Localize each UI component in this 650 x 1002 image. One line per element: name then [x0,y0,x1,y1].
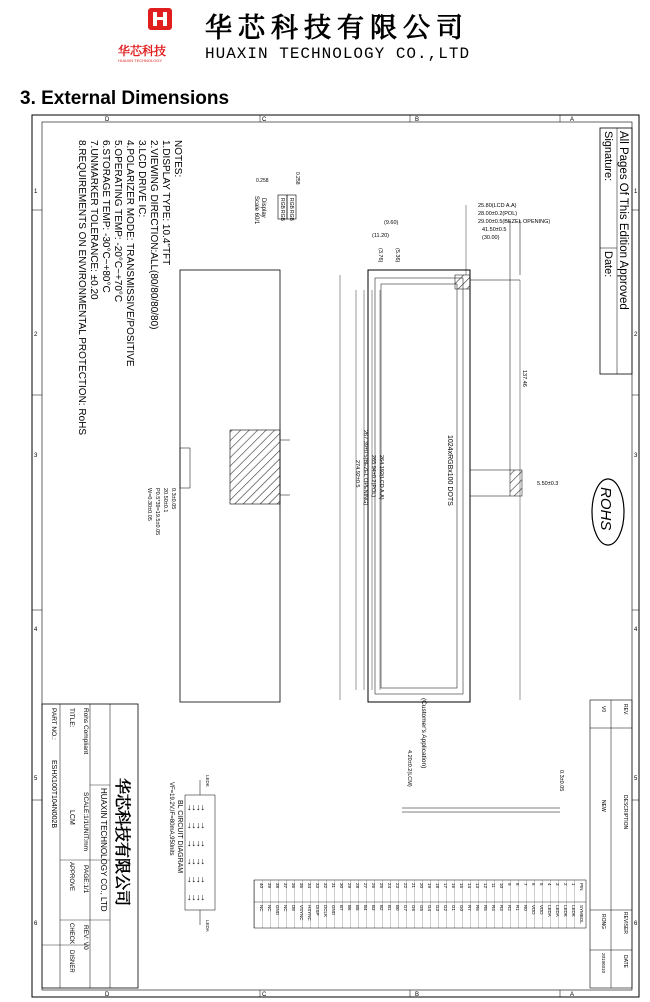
pin-number: 37 [283,883,288,889]
note-3: 3.LCD DRIVE IC: [136,140,147,218]
zone-top-c: C [262,117,267,123]
pin-symbol: DISP [315,905,320,916]
pin-symbol: VDD [531,905,536,915]
zone-bottom-d: D [105,992,110,998]
pin-symbol: R4 [491,905,496,911]
pin-number: 25 [379,883,384,889]
dim-top-3: 41.50±0.5 [482,227,507,233]
dim-top-1: 28.00±0.2(POL) [478,211,518,217]
customer-application [402,698,564,812]
pin-number: 36 [291,883,296,889]
lcm-dim: 4.20±0.2(LCM) [406,750,412,787]
pin-number: 5 [539,883,544,886]
pin-number: 33 [315,883,320,889]
zone-col-2-right: 2 [634,332,638,338]
pixel-dim-2: 0.258 [294,172,300,185]
pixel-detail [253,172,300,225]
dim-top-7: (5.36) [394,248,400,263]
pin-number: 30 [339,883,344,889]
zone-col-5-right: 5 [634,776,638,782]
pin-number: 2 [563,883,568,886]
note-6: 6.STORAGE TEMP: -30°C~+80°C [100,140,111,293]
pin-symbol: SYMBOL [579,905,584,924]
rev-date-val: 20190310 [601,953,606,974]
top-dimension-labels [372,203,550,263]
pin-symbol: R5 [483,905,488,911]
pin-number: 1 [571,883,576,886]
zone-col-4: 4 [34,627,38,633]
zone-col-4-right: 4 [634,627,638,633]
dim-tab: 5.50±0.3 [537,481,559,487]
zone-col-6-right: 6 [634,921,638,927]
pin-symbol: B7 [339,905,344,911]
section-title: 3. External Dimensions [20,88,230,109]
pin-symbol: G7 [403,905,408,912]
pin-symbol: HSYNC [307,905,312,921]
pin-symbol: NC [259,905,264,912]
pixel-rgb-3: RGB [279,210,285,221]
backlight-circuit [168,775,215,932]
pin-table [254,880,586,928]
pin-number: 26 [371,883,376,889]
pin-symbol: B4 [363,905,368,911]
pixel-dim-1: 0.258 [256,178,269,184]
fpc-dim-0: 0.3±0.05 [170,488,176,510]
note-2: 2.VIEWING DIRECTION:ALL(80/80/80/80) [148,140,159,330]
zone-top-b: B [415,117,420,123]
customer-label: (Customer's Application) [420,698,427,769]
dim-right: 137.46 [521,370,527,387]
pin-number: 4 [547,883,552,886]
pin-symbol: B6 [347,905,352,911]
pin-symbol: VDD [539,905,544,915]
svg-text:↓↓↓↓: ↓↓↓↓ [187,856,205,866]
pin-symbol: R0 [523,905,528,911]
pin-symbol: R2 [507,905,512,911]
pin-number: 38 [275,883,280,889]
pin-number: 10 [499,883,504,889]
note-0: NOTES: [172,140,183,178]
pin-symbol: G0 [459,905,464,912]
zone-bottom-c: C [262,992,267,998]
zone-col-3: 3 [34,453,38,459]
pin-symbol: GND [275,905,280,915]
tb-scale: SCALE:1/1 [82,792,89,825]
pin-number: 31 [331,883,336,889]
tb-lcm: LCM [68,810,75,825]
bl-leda: LEDA [205,920,210,932]
note-7: 7.UNMARKER TOLERANCE: ±0.20 [88,140,99,300]
pixel-rgb-4: RGB [288,210,294,221]
pin-number: 32 [323,883,328,889]
svg-text:↓↓↓↓: ↓↓↓↓ [187,892,205,902]
pin-symbol: G1 [451,905,456,912]
pin-number: 40 [259,883,264,889]
title-block [42,704,138,988]
pin-number: 22 [403,883,408,889]
pin-number: 20 [419,883,424,889]
signature-label: Signature: [602,131,614,182]
pin-number: 27 [363,883,368,889]
tb-page: PAGE:1/1 [82,865,89,894]
pin-number: 14 [467,883,472,889]
pin-number: 19 [427,883,432,889]
pin-number: 35 [299,883,304,889]
pin-number: 21 [411,883,416,889]
pin-symbol: G4 [427,905,432,912]
fpc-dim-3: W=0.30±0.05 [146,488,152,521]
zone-top-a: A [570,117,575,123]
pin-symbol: LEDA [547,905,552,917]
pin-number: 17 [443,883,448,889]
pin-number: 11 [491,883,496,888]
pin-symbol: G3 [435,905,440,912]
pin-number: 18 [435,883,440,889]
pin-number: 8 [515,883,520,886]
dim-main-3: 274.92±0.5 [354,460,360,488]
panel-side-view [180,270,290,702]
led-matrix-icon [187,802,205,902]
pin-number: 34 [307,883,312,889]
pin-symbol: R3 [499,905,504,911]
svg-text:↓↓↓↓: ↓↓↓↓ [187,802,205,812]
pin-number: 9 [507,883,512,886]
pin-number: 3 [555,883,560,886]
note-4: 4.POLARIZER MODE: TRANSMISSIVE/POSITIVE [124,140,135,367]
pin-symbol: NC [267,905,272,912]
pin-number: 6 [531,883,536,886]
zone-bottom-b: B [415,992,420,998]
rohs-mark [592,479,624,545]
svg-text:↓↓↓↓: ↓↓↓↓ [187,838,205,848]
tb-part-label: PART NO.: [50,708,57,740]
dim-main-0: 264.192(LCD A.A) [378,455,384,500]
pin-symbol: R1 [515,905,520,911]
pin-number: 13 [475,883,480,889]
date-header: DATE [622,955,628,968]
dim-top-5: (9.60) [384,220,399,226]
fpc-dim-1: 20.50±0.1 [162,488,168,513]
tb-designer: DISNER [68,950,74,973]
zone-col-3-right: 3 [634,453,638,459]
pin-symbol: B1 [387,905,392,911]
rev-v0: V0 [600,706,606,713]
pin-number: 23 [395,883,400,889]
pin-rows [255,880,585,928]
pixel-scale: Scale 60/1 [253,196,259,225]
svg-text:↓↓↓↓: ↓↓↓↓ [187,874,205,884]
pin-number: PIN [579,883,584,891]
zone-col-6: 6 [34,921,38,927]
note-1: 1.DISPLAY TYPE: 10.4"TFT [160,140,171,266]
small-logo-subtext: HUAXIN TECHNOLOGY [118,58,163,63]
dots-label: 1024xRGBx100 DOTS [446,435,453,506]
fpc-dim-2: P0.5*39=19.5±0.05 [154,488,160,536]
tb-part-no: ESHX100T104N002B [50,760,57,829]
tb-rev: REV: V0 [82,925,89,950]
small-dim: 0.3±0.05 [558,770,564,792]
pin-symbol: B2 [379,905,384,911]
dim-top-4: (30.00) [482,235,500,241]
desc-header: DESCRIPTION [622,795,628,830]
dim-top-2: 29.00±0.5(BEZEL OPENING) [478,219,551,225]
zone-col-1: 1 [34,189,38,195]
rev-header: REV. [622,704,628,716]
bl-ledk: LEDK [205,775,210,787]
pin-number: 16 [451,883,456,889]
approval-text: All Pages Of This Edition Approved [617,131,629,310]
pixel-rgb-2: RGB [288,198,294,209]
fpc-dimension-labels [146,488,176,535]
pin-symbol: B0 [395,905,400,911]
pin-number: 29 [347,883,352,889]
pixel-rgb-1: RGB [279,198,285,209]
pin-number: 12 [483,883,488,889]
reviser-header: REVISER [622,912,628,934]
tb-rohs: Rohs Compliant [82,708,89,755]
pin-symbol: LEDK [571,905,576,917]
tb-title: TITLE: [68,708,75,728]
zone-top-d: D [105,117,110,123]
pin-symbol: DE [291,905,296,912]
pin-symbol: NC [283,905,288,912]
svg-text:↓↓↓↓: ↓↓↓↓ [187,820,205,830]
rohs-text: ROHS [597,487,614,531]
approval-box [600,128,632,374]
tb-approve: APPROVE [68,862,74,892]
rev-rong: RONG [600,914,606,929]
pin-number: 28 [355,883,360,889]
tb-company-en: HUAXIN TECHNOLOGY CO., LTD [99,788,108,912]
zone-bottom-a: A [570,992,575,998]
zone-col-2: 2 [34,332,38,338]
company-name-en: HUAXIN TECHNOLOGY CO.,LTD [205,45,471,63]
small-logo-text: 华芯科技 [118,44,167,58]
pin-symbol: B3 [371,905,376,911]
dim-top-0: 25.80(LCD A.A) [478,203,517,209]
pin-symbol: G2 [443,905,448,912]
pin-symbol: G5 [419,905,424,912]
pin-symbol: VSYNC [299,905,304,921]
dim-main-2: 267.39±0.5(BEZEL OPENING) [362,430,368,506]
tb-check: CHECK [68,923,74,945]
pin-symbol: DCLK [323,905,328,918]
pin-symbol: R7 [467,905,472,911]
pin-symbol: G6 [411,905,416,912]
note-5: 5.OPERATING TEMP: -20°C~+70°C [112,140,123,303]
bl-title: BL CIRCUIT DIAGRAM [176,800,183,874]
zone-col-5: 5 [34,776,38,782]
tb-unit: UNIT:mm [82,824,89,852]
notes-block [76,140,183,435]
pin-symbol: GND [331,905,336,915]
pin-symbol: B5 [355,905,360,911]
rev-new: NEW [600,800,606,812]
pin-number: 24 [387,883,392,889]
dim-top-8: (3.76) [377,248,383,263]
bl-spec: VF=19.2V,IF=80mA,950nits [168,782,174,856]
pin-symbol: LEDK [563,905,568,917]
pin-symbol: R6 [475,905,480,911]
pin-number: 15 [459,883,464,889]
pin-symbol: LEDA [555,905,560,917]
tb-company-cn: 华芯科技有限公司 [113,778,130,907]
pin-number: 7 [523,883,528,886]
main-dimension-labels [354,370,558,506]
pixel-title: Display [260,198,266,218]
zone-col-1-right: 1 [634,189,638,195]
pin-number: 39 [267,883,272,889]
panel-front-view [368,220,522,702]
date-label: Date: [602,251,614,278]
revision-table [590,700,632,988]
company-name-cn: 华芯科技有限公司 [205,13,469,44]
dim-main-1: 265.94±0.2(POL) [370,455,376,498]
dim-top-6: (11.20) [372,233,390,239]
note-8: 8.REQUIREMENTS ON ENVIRONMENTAL PROTECTION: RoHS [76,140,87,436]
